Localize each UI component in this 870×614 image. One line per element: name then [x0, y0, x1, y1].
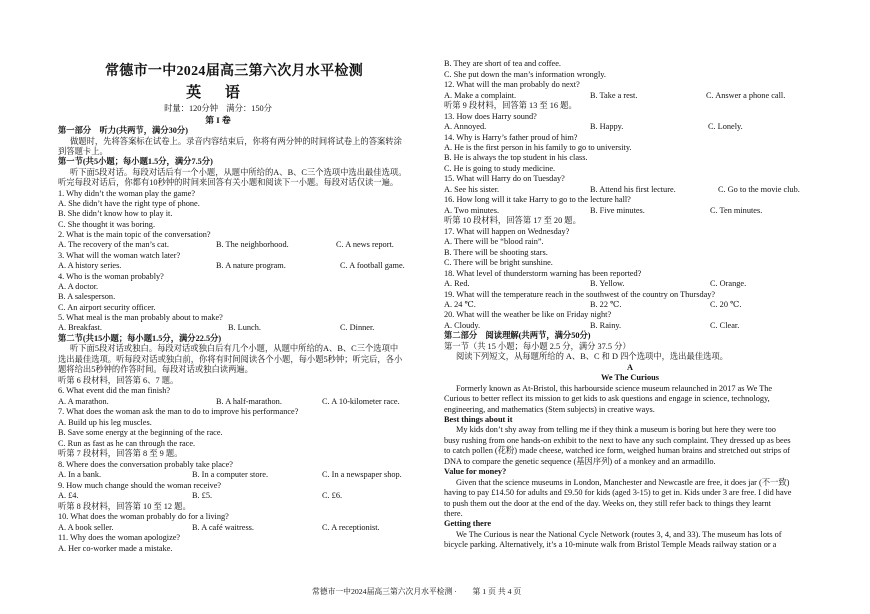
subject-title: 英 语 [186, 85, 250, 101]
option-19c: C. 20 ℃. [710, 300, 742, 309]
section1-desc-line1: 听下面5段对话。每段对话后有一个小题，从题中所给的A、B、C三个选项中选出最佳选项。 [70, 168, 407, 177]
option-19a: A. 24 ℃. [444, 300, 476, 309]
option-10a: A. A book seller. [58, 523, 114, 532]
option-19b: B. 22 ℃. [590, 300, 622, 309]
question-4: 4. Who is the woman probably? [58, 272, 164, 281]
option-3a: A. A history series. [58, 261, 122, 270]
option-18b: B. Yellow. [590, 279, 625, 288]
question-13: 13. How does Harry sound? [444, 112, 537, 121]
question-16: 16. How long will it take Harry to go to the lecture hall? [444, 195, 631, 204]
option-15a: A. See his sister. [444, 185, 500, 194]
para2-line3: to catch pollen (花粉) made cheese, watched ice form, weighed human brains and stretched out strips of [444, 446, 791, 455]
heading-best-things: Best things about it [444, 415, 513, 424]
question-1: 1. Why didn’t the woman play the game? [58, 189, 196, 198]
question-20: 20. What will the weather be like on Friday night? [444, 310, 612, 319]
option-18c: C. Orange. [710, 279, 747, 288]
option-16c: C. Ten minutes. [710, 206, 763, 215]
option-7c: C. Run as fast as he can through the race. [58, 439, 196, 448]
section2-desc-line1: 听下面5段对话或独白。每段对话或独白后有几个小题，从题中所给的A、B、C三个选项中 [70, 344, 399, 353]
passage-instruction-10: 听第 10 段材料，回答第 17 至 20 题。 [444, 216, 581, 225]
part2-heading: 第二部分 阅读理解(共两节，满分50分) [444, 331, 591, 340]
para3-line4: there. [444, 509, 463, 518]
option-4c: C. An airport security officer. [58, 303, 156, 312]
option-15c: C. Go to the movie club. [718, 185, 800, 194]
question-2: 2. What is the main topic of the conversation? [58, 230, 211, 239]
option-13c: C. Lonely. [708, 122, 743, 131]
option-2c: C. A news report. [336, 240, 394, 249]
question-18: 18. What level of thunderstorm warning has been reported? [444, 269, 642, 278]
passage-instruction-6: 听第 6 段材料，回答第 6、7 题。 [58, 376, 179, 385]
section1-desc-line2: 听完每段对话后，你都有10秒钟的时间来回答有关小题和阅读下一小题。每段对话仅读一遍。 [58, 178, 399, 187]
option-14a: A. He is the first person in his family to go to university. [444, 143, 632, 152]
option-6c: C. A 10-kilometer race. [322, 397, 400, 406]
option-15b: B. Attend his first lecture. [590, 185, 676, 194]
part2-desc: 阅读下列短文，从每题所给的 A、B、C 和 D 四个选项中，选出最佳选项。 [456, 352, 728, 361]
passage-instruction-7: 听第 7 段材料，回答第 8 至 9 题。 [58, 449, 183, 458]
option-1b: B. She didn’t know how to play it. [58, 209, 173, 218]
option-14b: B. He is always the top student in his class. [444, 153, 588, 162]
option-17a: A. There will be “blood rain”. [444, 237, 544, 246]
question-17: 17. What will happen on Wednesday? [444, 227, 570, 236]
option-9b: B. £5. [192, 491, 213, 500]
question-9: 9. How much change should the woman receive? [58, 481, 222, 490]
section2-heading: 第二节(共15小题；每小题1.5分，满分22.5分) [58, 334, 222, 343]
option-12b: B. Take a rest. [590, 91, 638, 100]
option-2b: B. The neighborhood. [216, 240, 289, 249]
option-8c: C. In a newspaper shop. [322, 470, 402, 479]
option-5b: B. Lunch. [228, 323, 261, 332]
part1-desc-line2: 到答题卡上。 [58, 147, 108, 156]
option-7a: A. Build up his leg muscles. [58, 418, 152, 427]
para1-line2: Curious to better reflect its mission to get kids to ask questions and engage in science, technology, [444, 394, 770, 403]
para2-line2: busy rushing from one hands-on exhibit to the next to have any such complaint. They dressed up as bees [444, 436, 791, 445]
question-11: 11. Why does the woman apologize? [58, 533, 181, 542]
option-11b: B. They are short of tea and coffee. [444, 59, 561, 68]
option-12c: C. Answer a phone call. [706, 91, 786, 100]
question-12: 12. What will the man probably do next? [444, 80, 580, 89]
option-2a: A. The recovery of the man’s cat. [58, 240, 169, 249]
heading-getting-there: Getting there [444, 519, 492, 528]
option-12a: A. Make a complaint. [444, 91, 517, 100]
section2-desc-line2: 选出最佳选项。听每段对话或独白前，你将有时间阅读各个小题，每小题5秒钟；听完后，各小 [58, 355, 403, 364]
para3-line3: to push them out the door at the end of the day. Weeks on, they still refer back to things they learnt [444, 499, 771, 508]
question-10: 10. What does the woman probably do for a living? [58, 512, 229, 521]
exam-title: 常德市一中2024届高三第六次月水平检测 [105, 64, 363, 79]
section2-desc-line3: 题将给出5秒钟的作答时间。每段对话或独白读两遍。 [58, 365, 253, 374]
part1-heading: 第一部分 听力(共两节，满分30分) [58, 126, 188, 135]
option-6b: B. A half-marathon. [216, 397, 282, 406]
option-20c: C. Clear. [710, 321, 740, 330]
part2-section1: 第一节（共 15 小题；每小题 2.5 分，满分 37.5 分） [444, 342, 631, 351]
option-3b: B. A nature program. [216, 261, 286, 270]
option-8b: B. In a computer store. [192, 470, 269, 479]
option-11c: C. She put down the man’s information wrongly. [444, 70, 606, 79]
option-17c: C. There will be bright sunshine. [444, 258, 553, 267]
option-20a: A. Cloudy. [444, 321, 481, 330]
option-13a: A. Annoyed. [444, 122, 487, 131]
option-1c: C. She thought it was boring. [58, 220, 156, 229]
option-13b: B. Happy. [590, 122, 624, 131]
para1-line3: engineering, and mathematics (Stem subjects) in creative ways. [444, 405, 655, 414]
question-14: 14. Why is Harry’s father proud of him? [444, 133, 578, 142]
option-4b: B. A salesperson. [58, 292, 116, 301]
question-8: 8. Where does the conversation probably take place? [58, 460, 233, 469]
option-8a: A. In a bank. [58, 470, 102, 479]
option-16b: B. Five minutes. [590, 206, 645, 215]
para4-line2: bicycle parking. Alternatively, it’s a 10-minute walk from Bristol Temple Meads railway station or a [444, 540, 777, 549]
option-17b: B. There will be shooting stars. [444, 248, 548, 257]
question-6: 6. What event did the man finish? [58, 386, 171, 395]
option-11a: A. Her co-worker made a mistake. [58, 544, 173, 553]
option-9a: A. £4. [58, 491, 79, 500]
question-5: 5. What meal is the man probably about to make? [58, 313, 223, 322]
para3-line2: having to pay £14.50 for adults and £9.50 for kids (aged 3-15) to get in. Kids under 3 are free. I did have [444, 488, 792, 497]
volume-label: 第 I 卷 [205, 115, 231, 125]
question-7: 7. What does the woman ask the man to do to improve his performance? [58, 407, 299, 416]
option-5c: C. Dinner. [340, 323, 375, 332]
option-16a: A. Two minutes. [444, 206, 500, 215]
passage-letter: A [627, 363, 633, 372]
para3-line1: Given that the science museums in London, Manchester and Newcastle are free, it does jar (不一致) [456, 478, 790, 487]
option-10b: B. A café waitress. [192, 523, 254, 532]
para2-line4: DNA to compare the genetic sequence (基因序列) of a monkey and an armadillo. [444, 457, 716, 466]
option-7b: B. Save some energy at the beginning of the race. [58, 428, 223, 437]
question-15: 15. What will Harry do on Tuesday? [444, 174, 565, 183]
section1-heading: 第一节(共5小题；每小题1.5分，满分7.5分) [58, 157, 213, 166]
option-3c: C. A football game. [340, 261, 405, 270]
option-4a: A. A doctor. [58, 282, 99, 291]
para2-line1: My kids don’t shy away from telling me if they think a museum is boring but here they were too [456, 425, 776, 434]
option-20b: B. Rainy. [590, 321, 622, 330]
question-19: 19. What will the temperature reach in the southwest of the country on Thursday? [444, 290, 716, 299]
option-18a: A. Red. [444, 279, 470, 288]
option-5a: A. Breakfast. [58, 323, 103, 332]
option-9c: C. £6. [322, 491, 343, 500]
option-1a: A. She didn’t have the right type of phone. [58, 199, 200, 208]
page-footer: 常德市一中2024届高三第六次月水平检测 · 第 1 页 共 4 页 [312, 587, 522, 596]
passage-instruction-8: 听第 8 段材料，回答第 10 至 12 题。 [58, 502, 191, 511]
option-6a: A. A marathon. [58, 397, 109, 406]
para1-line1: Formerly known as At-Bristol, this harbourside science museum relaunched in 2017 as We The [456, 384, 773, 393]
heading-value: Value for money? [444, 467, 507, 476]
passage-instruction-9: 听第 9 段材料，回答第 13 至 16 题。 [444, 101, 577, 110]
part1-desc-line1: 做题时，先将答案标在试卷上。录音内容结束后，你将有两分钟的时间将试卷上的答案转涂 [70, 137, 402, 146]
exam-meta: 时量：120分钟 满分：150分 [164, 104, 272, 113]
option-14c: C. He is going to study medicine. [444, 164, 556, 173]
question-3: 3. What will the woman watch later? [58, 251, 181, 260]
passage-title: We The Curious [601, 373, 659, 382]
para4-line1: We The Curious is near the National Cycle Network (routes 3, 4, and 33). The museum has lots of [456, 530, 782, 539]
option-10c: C. A receptionist. [322, 523, 380, 532]
